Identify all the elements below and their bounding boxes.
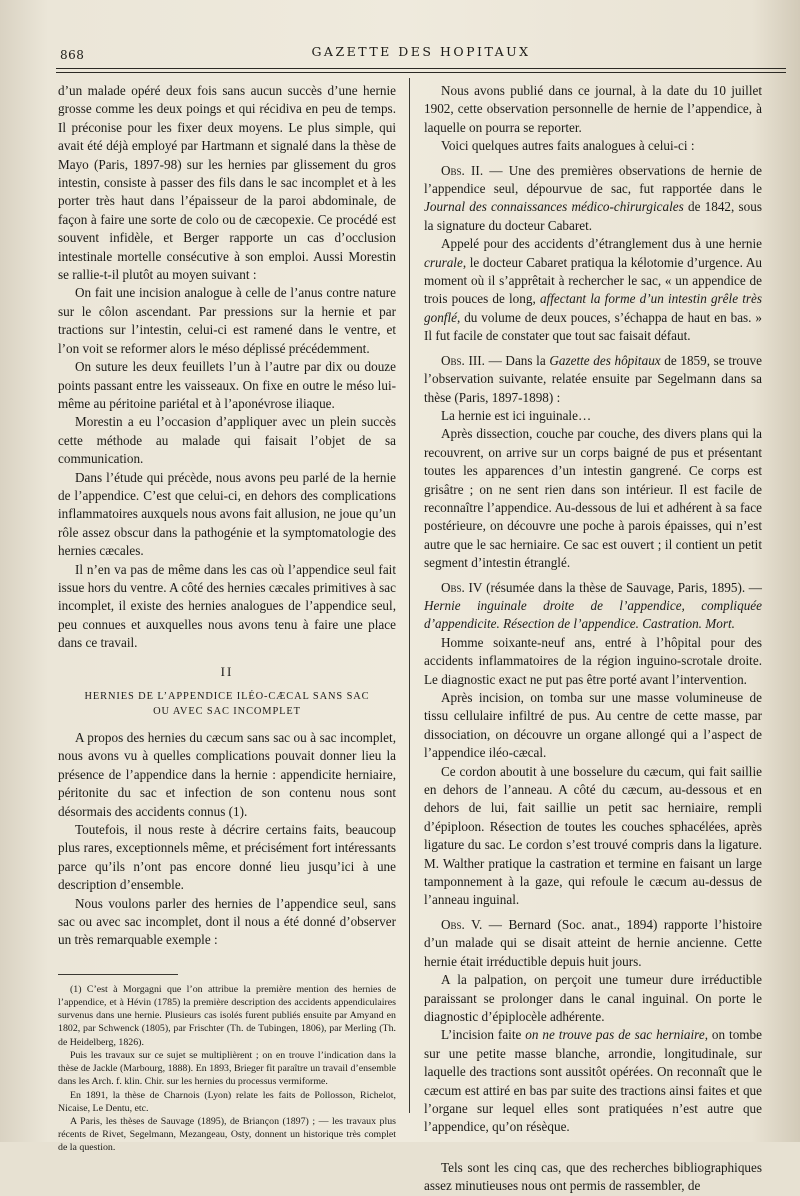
paragraph: Dans l’étude qui précède, nous avons peu parlé de la hernie de l’appendice. C’est que celui-ci, en dehors des complications inflammatoires auxquels nous avons fait allusion, ne joue qu’un rôle assez obscur dans la pathogénie et la symptomatologie des hernies cæcales.: [58, 469, 396, 559]
paragraph: Morestin a eu l’occasion d’appliquer avec un plein succès cette méthode au malade qui faisait l’objet de sa communication.: [58, 414, 396, 467]
paragraph: Toutefois, il nous reste à décrire certains faits, beaucoup plus rares, exceptionnels même, et précisément fort intéressants parce qu’ils n’ont pas encore donné lieu jusqu’ici à une description d’ensemble.: [58, 822, 396, 893]
section-title: [58, 689, 396, 719]
text-run: Appelé pour des accidents d’étranglement dus à une hernie: [441, 236, 762, 252]
observation-4: [424, 579, 762, 634]
paragraph: Après incision, on tomba sur une masse volumineuse de tissu cellulaire infiltré de pus. Au centre de cette masse, par dissociation, on découvre un organe allongé qui a l’aspect de l’appendice iléo-cæcal.: [424, 690, 762, 761]
footnote: En 1891, la thèse de Charnois (Lyon) relate les faits de Pollosson, Richelot, Nicaise, Le Dentu, etc.: [58, 1089, 396, 1114]
text-run: (résumée dans la thèse de Sauvage, Paris, 1895). —: [482, 579, 762, 595]
column-divider: [409, 78, 410, 1113]
observation-title: Hernie inguinale droite de l’appendice, compliquée d’appendicite. Résection de l’appendice. Castration. Mort.: [424, 597, 762, 632]
page-header: [56, 44, 786, 64]
footnote: (1) C’est à Morgagni que l’on attribue la première mention des hernies de l’appendice, et à Hévin (1785) la première description des accidents appendiculaires survenus dans une hernie. Plusieurs cas isolés furent publiés ensuite par Amyand en 1802, par Schwenck (1805), par Frischter (Th. de Tubingen, 1806), par Merling (Th. de Heidelberg, 1826).: [58, 983, 396, 1048]
text-run: — Une des premières observations de hernie de l’appendice seul, dépourvue de sac, fut rapportée dans le: [424, 162, 762, 197]
observation-3: [424, 352, 762, 407]
text-run: , le docteur Cabaret pratiqua la kélotomie d’urgence. Au moment où il s’apprêtait à rechercher le sac, « un appendice de trois pouces de long,: [424, 254, 762, 307]
left-column: [58, 82, 396, 1155]
paragraph: Homme soixante-neuf ans, entré à l’hôpital pour des accidents inflammatoires de la région inguino-scrotale droite. Le diagnostic exact ne put pas être porté avant l’intervention.: [424, 634, 762, 687]
journal-title: Gazette des hôpitaux: [549, 352, 661, 368]
paragraph: A propos des hernies du cæcum sans sac ou à sac incomplet, nous avons vu à quelles complications pouvait donner lieu la présence de l’appendice dans la hernie : appendicite herniaire, péritonite du sac et infection de son contenu nous sont désormais des accidents connus (1).: [58, 730, 396, 819]
paragraph: Nous voulons parler des hernies de l’appendice seul, sans sac ou avec sac incomplet, dont il nous a été donné d’observer un très remarquable exemple :: [58, 895, 396, 948]
text-run: L’incision faite: [441, 1027, 526, 1043]
right-column: [424, 82, 762, 1196]
paragraph: A la palpation, on perçoit une tumeur dure irréductible paraissant se prolonger dans le canal inguinal. On porte le diagnostic d’épiplocèle adhérente.: [424, 972, 762, 1024]
text-run-italic: affectant la forme d’un intestin grêle très gonflé: [424, 291, 762, 325]
footnote: A Paris, les thèses de Sauvage (1895), de Briançon (1897) ; — les travaux plus récents de Rivet, Segelmann, Mezangeau, Osty, donnent un historique très complet de la question.: [58, 1115, 396, 1154]
footnote: Puis les travaux sur ce sujet se multiplièrent ; on en trouve l’indication dans la thèse de Jackle (Marbourg, 1888). En 1893, Brieger fit paraître un travail d’ensemble dans les Arch. f. klin. Chir. sur les hernies du processus vermiforme.: [58, 1049, 396, 1088]
text-run: , on tombe sur une petite masse blanche, arrondie, longitudinale, sur laquelle des tractions sont aussitôt opérées. On reconnaît que le cæcum est attiré en bas par suite des tractions ainsi faites et que l’organe sur lequel elles sont pratiquées n’est autre que l’appendice, qu’on résèque.: [424, 1027, 763, 1135]
text-run: de 1842, sous la signature du docteur Cabaret.: [424, 199, 763, 233]
paragraph: [424, 1026, 762, 1136]
observation-label: Obs. III.: [441, 352, 485, 368]
text-run: de 1859, se trouve l’observation suivante, relatée ensuite par Segelmann dans sa thèse (Paris, 1897-1898) :: [424, 352, 763, 405]
header-rule-top: [56, 68, 786, 69]
paragraph: Tels sont les cinq cas, que des recherches bibliographiques assez minutieuses nous ont permis de rassembler, de: [424, 1159, 762, 1194]
text-run-italic: crurale: [424, 254, 463, 270]
text-run: — Dans la: [484, 352, 550, 368]
paragraph: On fait une incision analogue à celle de l’anus contre nature sur le côlon ascendant. Par pressions sur la hernie et par tractions sur l’intestin, celui-ci est ramené dans le ventre, et l’on voit se reformer alors le méso déplissé précédemment.: [58, 285, 396, 356]
section-number: II: [220, 663, 234, 679]
paragraph: Ce cordon aboutit à une bosselure du cæcum, qui fait saillie en dehors de l’anneau. A côté du cæcum, au-dessous et en dehors de lui, fait saillie un petit sac herniaire, rempli d’épiploon. Résection de toutes les couches sphacélées, après ligature du sac. Le cordon s’est trouvé compris dans la ligature. M. Walther pratique la castration et termine en faisant un large tamponnement à la gaze, qui refoule le cæcum au-dessus de l’anneau inguinal.: [424, 763, 762, 908]
text-run: — Bernard (Soc. anat., 1894) rapporte l’histoire d’un malade qui se disait atteint de hernie ancienne. Cette hernie était irréductible depuis huit jours.: [424, 916, 762, 969]
running-title: GAZETTE DES HOPITAUX: [311, 44, 531, 59]
observation-label: Obs. V.: [441, 916, 483, 932]
paragraph: Après dissection, couche par couche, des divers plans qui la recouvrent, on arrive sur un corps baigné de pus et présentant toutes les apparences d’un intestin gangrené. Ce corps est grisâtre ; on ne sent rien dans son intérieur. Il est facile de reconnaître l’appendice. Au-dessous de lui et adhérent à sa face postérieure, on découvre une poche à parois épaisses, qui n’est autre que le sac herniaire. Ce sac est ouvert ; il contient un petit segment d’intestin étranglé.: [424, 426, 762, 571]
paragraph: Nous avons publié dans ce journal, à la date du 10 juillet 1902, cette observation personnelle de hernie de l’appendice, à laquelle on pourra se reporter.: [424, 83, 762, 135]
paragraph: Il n’en va pas de même dans les cas où l’appendice seul fait issue hors du ventre. A côté des hernies cæcales primitives à sac incomplet, il existe des hernies analogues de l’appendice seul, peu connues et auxquelles nous avons tenu à faire une place dans ce travail.: [58, 561, 396, 651]
header-rule-bottom: [56, 72, 786, 73]
observation-2: [424, 162, 762, 236]
observation-label: Obs. IV: [441, 579, 483, 595]
journal-title: Journal des connaissances médico-chirurgicales: [424, 199, 684, 215]
paragraph: On suture les deux feuillets l’un à l’autre par dix ou douze points passant entre les vaisseaux. On fixe en outre le méso lui-même au péritoine pariétal et à l’aponévrose iliaque.: [58, 359, 396, 411]
paragraph: [424, 235, 762, 345]
footnote-rule: [58, 974, 178, 975]
observation-5: [424, 916, 762, 971]
footnotes: [58, 983, 396, 1155]
page-number: 868: [60, 48, 85, 62]
paragraph: d’un malade opéré deux fois sans aucun succès d’une hernie grosse comme les deux poings et qui récidiva en peu de temps. Il préconise pour les fixer deux moyens. Le plus simple, qui avait été déjà employé par Hartmann et signalé dans la thèse de Mayo (Paris, 1897-98) sur les hernies par glissement du gros intestin, consiste à passer des fils dans le sac incomplet et à les porter très haut dans l’épaisseur de la paroi abdominale, de façon à faire une sorte de colo ou de cæcopexie. Ce procédé est souvent infidèle, et Berger rapporte un cas d’occlusion intestinale mortelle consécutive à son emploi. Aussi Morestin se rallie-t-il plutôt au moyen suivant :: [58, 83, 396, 283]
text-run-italic: on ne trouve pas de sac herniaire: [525, 1027, 705, 1043]
observation-label: Obs. II.: [441, 162, 484, 178]
text-run: , du volume de deux pouces, s’échappa de haut en bas. » Il fut facile de constater que tout sac faisait défaut.: [424, 309, 762, 344]
section-title-line: HERNIES DE L’APPENDICE ILÉO-CÆCAL SANS SAC: [84, 691, 370, 702]
paragraph: La hernie est ici inguinale…: [441, 407, 592, 423]
section-title-line: OU AVEC SAC INCOMPLET: [153, 706, 301, 717]
paragraph: Voici quelques autres faits analogues à celui-ci :: [441, 138, 695, 154]
